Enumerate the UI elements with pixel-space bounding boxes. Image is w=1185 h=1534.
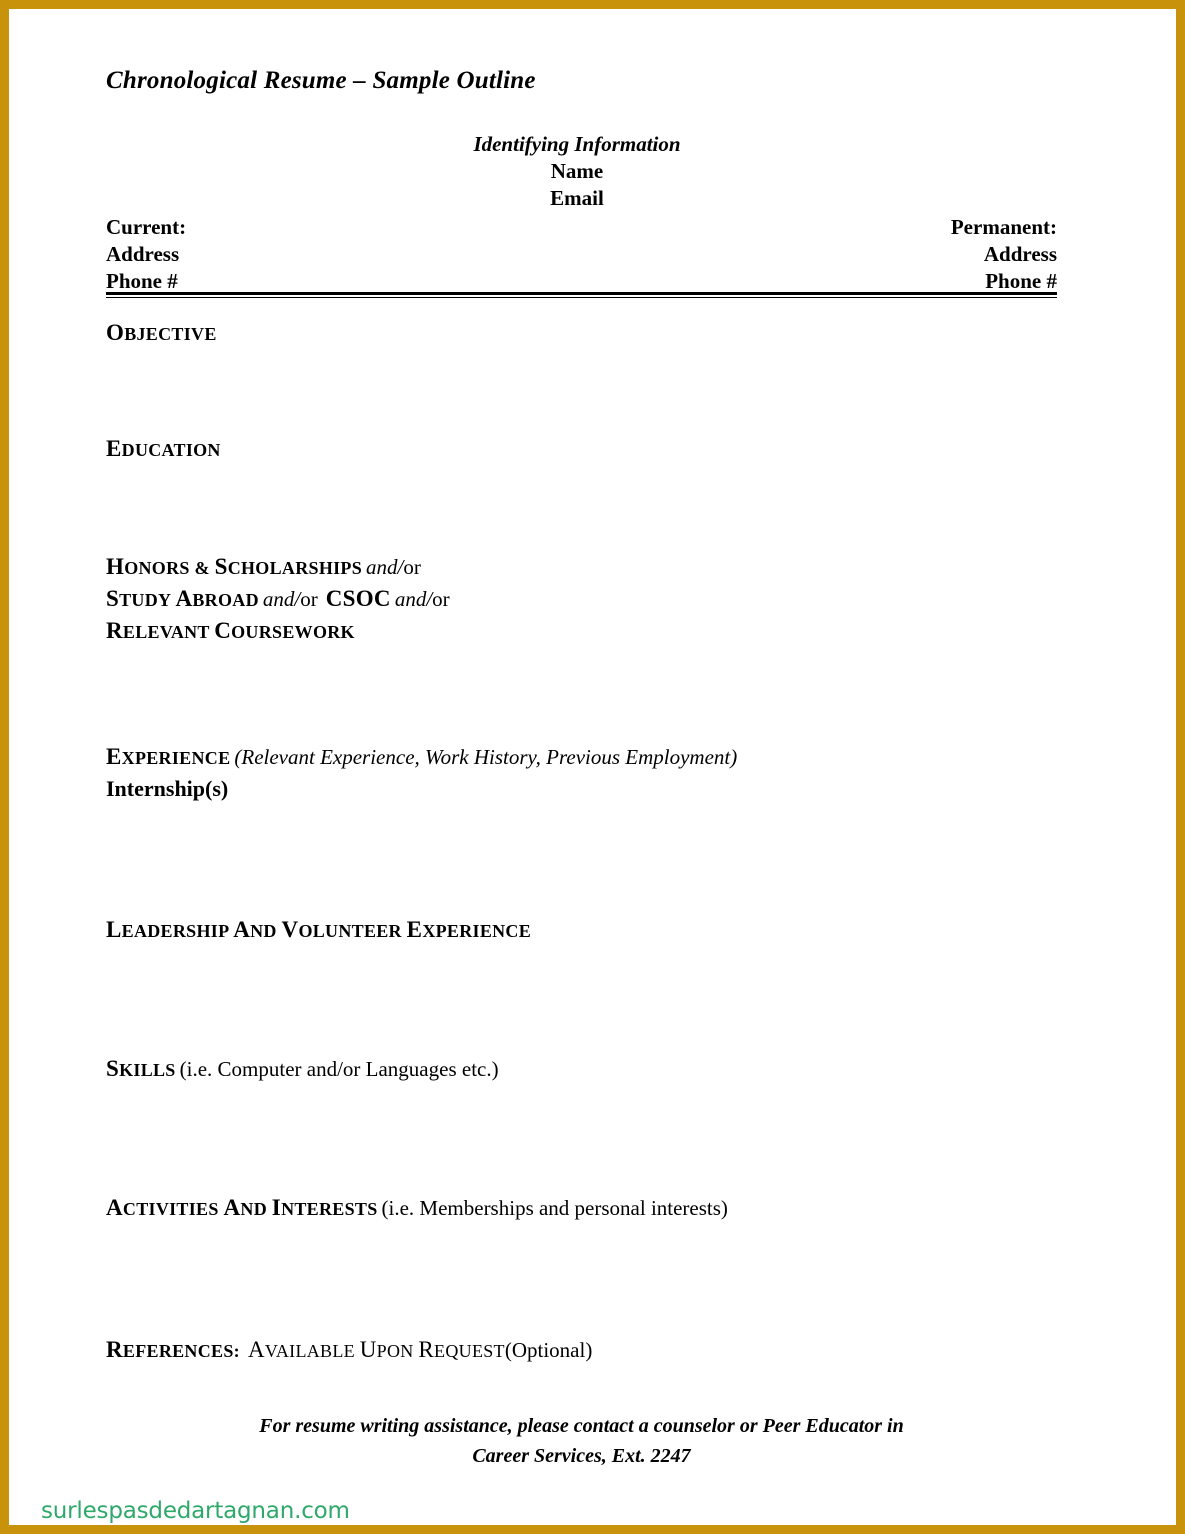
experience-subheading-internships: Internship(s) — [106, 776, 229, 801]
section-education — [106, 436, 221, 462]
section-activities — [106, 1195, 728, 1221]
honors-line-2 — [106, 584, 450, 616]
permanent-phone-label: Phone # — [985, 269, 1057, 293]
experience-note: (Relevant Experience, Work History, Previous Employment) — [234, 745, 738, 769]
honors-or-1: or — [403, 555, 421, 579]
activities-note: (i.e. Memberships and personal interests) — [381, 1196, 728, 1220]
permanent-address-label: Address — [983, 242, 1057, 266]
identifying-information-heading: Identifying Information — [473, 132, 681, 156]
section-references — [106, 1337, 592, 1363]
document-body — [97, 9, 1087, 1525]
current-label: Current: — [106, 215, 187, 239]
section-honors — [106, 552, 450, 648]
honors-or-2: or — [300, 587, 318, 611]
section-heading-references: REFERENCES: — [106, 1337, 240, 1362]
site-watermark: surlespasdedartagnan.com — [41, 1498, 350, 1524]
honors-line-1 — [106, 552, 450, 584]
experience-line-1 — [106, 742, 737, 774]
honors-slash-1: / — [397, 555, 404, 579]
section-heading-activities-interests: ACTIVITIES AND INTERESTS — [106, 1195, 378, 1220]
section-leadership — [106, 917, 531, 943]
section-heading-skills: SKILLS — [106, 1056, 176, 1081]
references-note: (Optional) — [504, 1338, 593, 1362]
header-divider-rule — [106, 292, 1057, 298]
honors-line-3 — [106, 616, 450, 648]
footer-note-line-1: For resume writing assistance, please contact a counselor or Peer Educator in — [259, 1415, 904, 1437]
contact-row — [106, 214, 1057, 241]
honors-slash-2: / — [294, 587, 301, 611]
section-heading-relevant-coursework: RELEVANT COURSEWORK — [106, 618, 355, 643]
skills-note: (i.e. Computer and/or Languages etc.) — [179, 1057, 499, 1081]
honors-slash-3: / — [426, 587, 433, 611]
honors-and-2: and — [262, 587, 295, 611]
footer-note-line-2: Career Services, Ext. 2247 — [472, 1445, 691, 1467]
permanent-label: Permanent: — [950, 215, 1057, 239]
section-heading-honors-scholarships: HONORS & SCHOLARSHIPS — [106, 554, 363, 579]
email-label: Email — [550, 186, 604, 210]
name-label: Name — [550, 159, 604, 183]
honors-or-3: or — [432, 587, 450, 611]
current-phone-label: Phone # — [106, 269, 178, 293]
section-experience — [106, 742, 737, 806]
section-heading-experience: EXPERIENCE — [106, 744, 231, 769]
section-heading-csoc: CSOC — [325, 586, 391, 611]
contact-row — [106, 241, 1057, 268]
section-objective — [106, 320, 217, 346]
paper-sheet — [9, 9, 1176, 1525]
section-heading-leadership-volunteer-experience: LEADERSHIP AND VOLUNTEER EXPERIENCE — [106, 917, 532, 942]
references-statement: AVAILABLE UPON REQUEST — [247, 1337, 505, 1362]
honors-and-3: and — [394, 587, 427, 611]
honors-and-1: and — [366, 555, 398, 579]
contact-block — [106, 214, 1057, 295]
section-heading-study-abroad: STUDY ABROAD — [106, 586, 259, 611]
identifying-information-block — [97, 131, 1057, 212]
experience-line-2 — [106, 774, 737, 806]
section-skills — [106, 1056, 499, 1082]
page-title: Chronological Resume – Sample Outline — [106, 67, 536, 94]
section-heading-objective: OBJECTIVE — [106, 320, 217, 345]
contact-row — [106, 268, 1057, 295]
section-heading-education: EDUCATION — [106, 436, 221, 461]
footer-note — [106, 1411, 1057, 1471]
current-address-label: Address — [106, 242, 180, 266]
